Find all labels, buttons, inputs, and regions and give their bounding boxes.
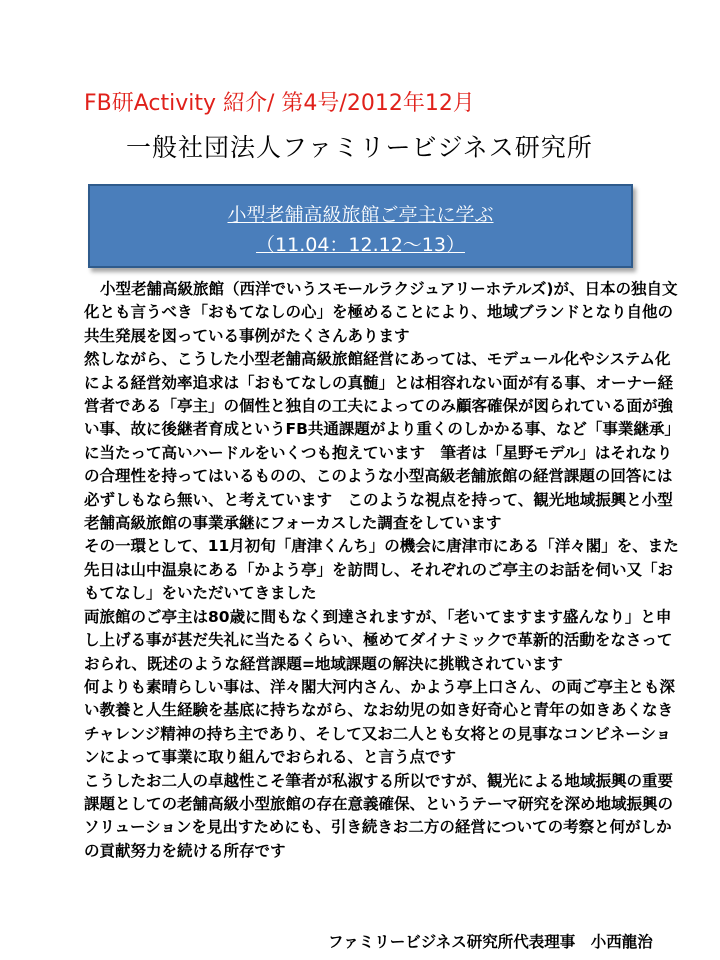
paragraph-1: 小型老舗高級旅館（西洋でいうスモールラクジュアリーホテルズ)が、日本の独自文化とも言うべき「おもてなしの心」を極めることにより、地域ブランドとなり自他の共生発展を図っている事例がたくさんあります	[84, 280, 678, 345]
banner-heading: 小型老舗高級旅館ご亭主に学ぶ	[227, 204, 494, 226]
author-signature: ファミリービジネス研究所代表理事 小西龍治	[328, 933, 653, 951]
organization-name: 一般社団法人ファミリービジネス研究所	[126, 133, 593, 162]
paragraph-2: 然しながら、こうした小型老舗高級旅館経営にあっては、モデュール化やシステム化による経営効率追求は「おもてなしの真髄」とは相容れない面が有る事、オーナー経営者である「亭主」の個性と独自の工夫によってのみ顧客確保が図られている面が強い事、故に後継者育成というFB共通課題がより重くのしかかる事、など「事業継承」に当たって高いハードルをいくつも抱えています 筆者は「星野モデル」はそれなりの合理性を持ってはいるものの、このような小型高級老舗旅館の経営課題の回答には必ずしもなら無い、と考えています このような視点を持って、観光地域振興と小型老舗高級旅館の事業承継にフォーカスした調査をしています	[84, 350, 680, 533]
report-title: FB研Activity 紹介/ 第4号/2012年12月	[84, 91, 475, 116]
paragraph-5: 何よりも素晴らしい事は、洋々閣大河内さん、かよう亭上口さん、の両ご亭主とも深い教養と人生経験を基底に持ちながら、なお幼児の如き好奇心と青年の如きあくなきチャレンジ精神の持ち主であり、そして又お二人とも女将との見事なコンビネーションによって事業に取り組んでおられる、と言う点です	[84, 677, 675, 767]
paragraph-4: 両旅館のご亭主は80歳に間もなく到達されますが、「老いてますます盛んなり」と申し上げる事が甚だ失礼に当たるくらい、極めてダイナミックで革新的活動をなさっておられ、既述のような経営課題=地域課題の解決に挑戦されています	[84, 607, 673, 673]
topic-banner	[88, 184, 633, 268]
banner-dates: （11.04：12.12～13）	[256, 234, 465, 256]
paragraph-6: こうしたお二人の卓越性こそ筆者が私淑する所以ですが、観光による地域振興の重要課題としての老舗高級小型旅館の存在意義確保、というテーマ研究を深め地域振興のソリューションを見出すためにも、引き続きお二方の経営についての考察と何がしかの貢献努力を続ける所存です	[84, 771, 674, 860]
paragraph-3: その一環として、11月初旬「唐津くんち」の機会に唐津市にある「洋々閣」を、また先日は山中温泉にある「かよう亭」を訪問し、それぞれのご亭主のお話を伺い又「おもてなし」をいただいてきました	[84, 537, 679, 603]
article-body	[84, 278, 684, 863]
